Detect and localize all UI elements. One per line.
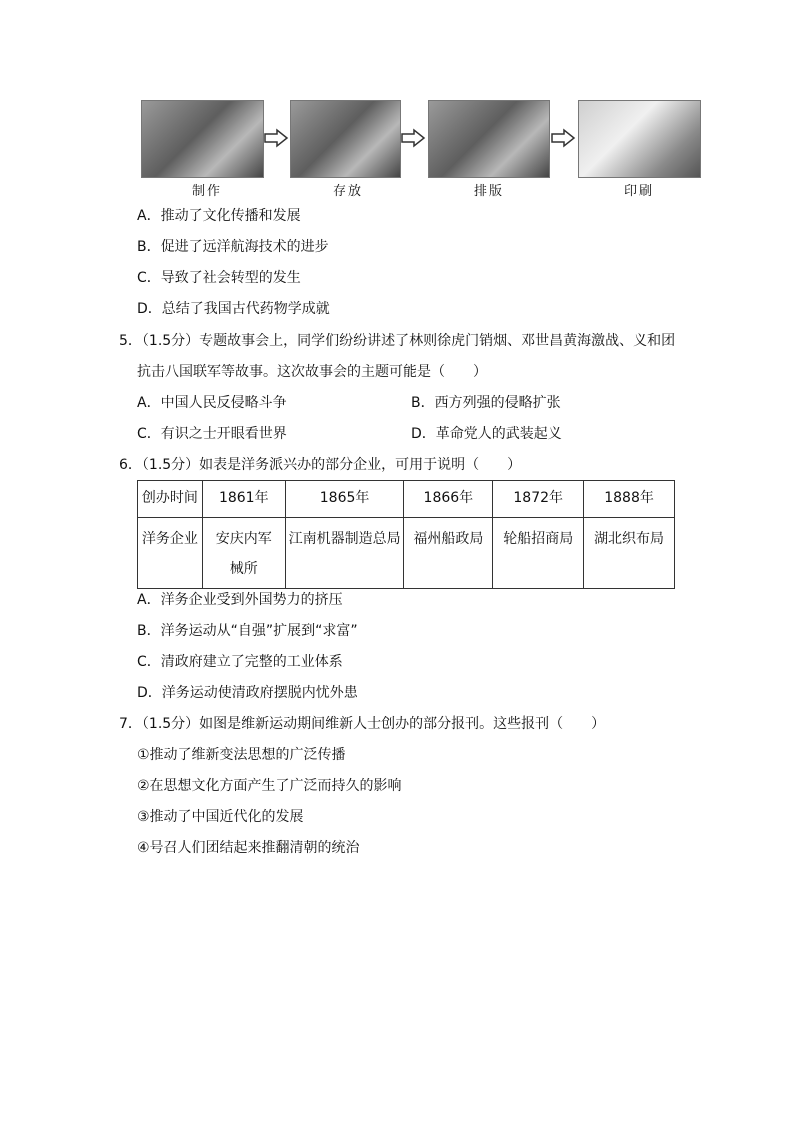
q5-stem-line2: 抗击八国联军等故事。这次故事会的主题可能是（ ） xyxy=(137,364,487,380)
q4-option-b: B．促进了远洋航海技术的进步 xyxy=(137,239,329,255)
table-cell: 洋务企业 xyxy=(138,518,203,589)
caption-storing: 存放 xyxy=(333,184,364,199)
q7-item-1: ①推动了维新变法思想的广泛传播 xyxy=(137,747,346,763)
table-cell: 1861年 xyxy=(202,481,285,518)
right-arrow-icon xyxy=(400,128,426,148)
q6-option-a: A．洋务企业受到外国势力的挤压 xyxy=(137,592,343,608)
q7-item-3: ③推动了中国近代化的发展 xyxy=(137,809,304,825)
photo-storing xyxy=(290,100,401,178)
q4-option-d: D．总结了我国古代药物学成就 xyxy=(137,301,330,317)
table-cell: 创办时间 xyxy=(138,481,203,518)
caption-making: 制作 xyxy=(192,184,223,199)
right-arrow-icon xyxy=(550,128,576,148)
table-cell: 江南机器制造总局 xyxy=(285,518,404,589)
table-cell: 安庆内军械所 xyxy=(202,518,285,589)
table-row xyxy=(138,518,675,589)
q6-option-b: B．洋务运动从“自强”扩展到“求富” xyxy=(137,623,358,639)
q5-option-c: C．有识之士开眼看世界 xyxy=(137,426,287,442)
q7-item-4: ④号召人们团结起来推翻清朝的统治 xyxy=(137,840,360,856)
q7-stem: 7．（1.5分）如图是维新运动期间维新人士创办的部分报刊。这些报刊（ ） xyxy=(119,716,606,732)
caption-printing: 印刷 xyxy=(624,184,655,199)
q5-option-b: B．西方列强的侵略扩张 xyxy=(411,395,561,411)
table-header-row xyxy=(138,481,675,518)
table-cell: 1865年 xyxy=(285,481,404,518)
right-arrow-icon xyxy=(263,128,289,148)
table-cell: 湖北织布局 xyxy=(584,518,675,589)
q5-option-a: A．中国人民反侵略斗争 xyxy=(137,395,287,411)
table-cell: 1872年 xyxy=(493,481,584,518)
photo-making xyxy=(141,100,264,178)
q6-option-c: C．清政府建立了完整的工业体系 xyxy=(137,654,343,670)
q7-item-2: ②在思想文化方面产生了广泛而持久的影响 xyxy=(137,778,402,794)
photo-typesetting xyxy=(428,100,550,178)
enterprise-table xyxy=(137,480,675,589)
caption-typesetting: 排版 xyxy=(474,184,505,199)
q5-stem-line1: 5．（1.5分）专题故事会上，同学们纷纷讲述了林则徐虎门销烟、邓世昌黄海激战、义和团 xyxy=(119,333,676,349)
table-cell: 福州船政局 xyxy=(404,518,493,589)
q4-option-c: C．导致了社会转型的发生 xyxy=(137,270,301,286)
q4-option-a: A．推动了文化传播和发展 xyxy=(137,208,301,224)
q6-stem: 6．（1.5分）如表是洋务派兴办的部分企业，可用于说明（ ） xyxy=(119,457,522,473)
q6-option-d: D．洋务运动使清政府摆脱内忧外患 xyxy=(137,685,358,701)
table-cell: 1866年 xyxy=(404,481,493,518)
table-cell: 1888年 xyxy=(584,481,675,518)
table-cell: 轮船招商局 xyxy=(493,518,584,589)
q5-option-d: D．革命党人的武装起义 xyxy=(411,426,562,442)
photo-printing xyxy=(578,100,701,178)
